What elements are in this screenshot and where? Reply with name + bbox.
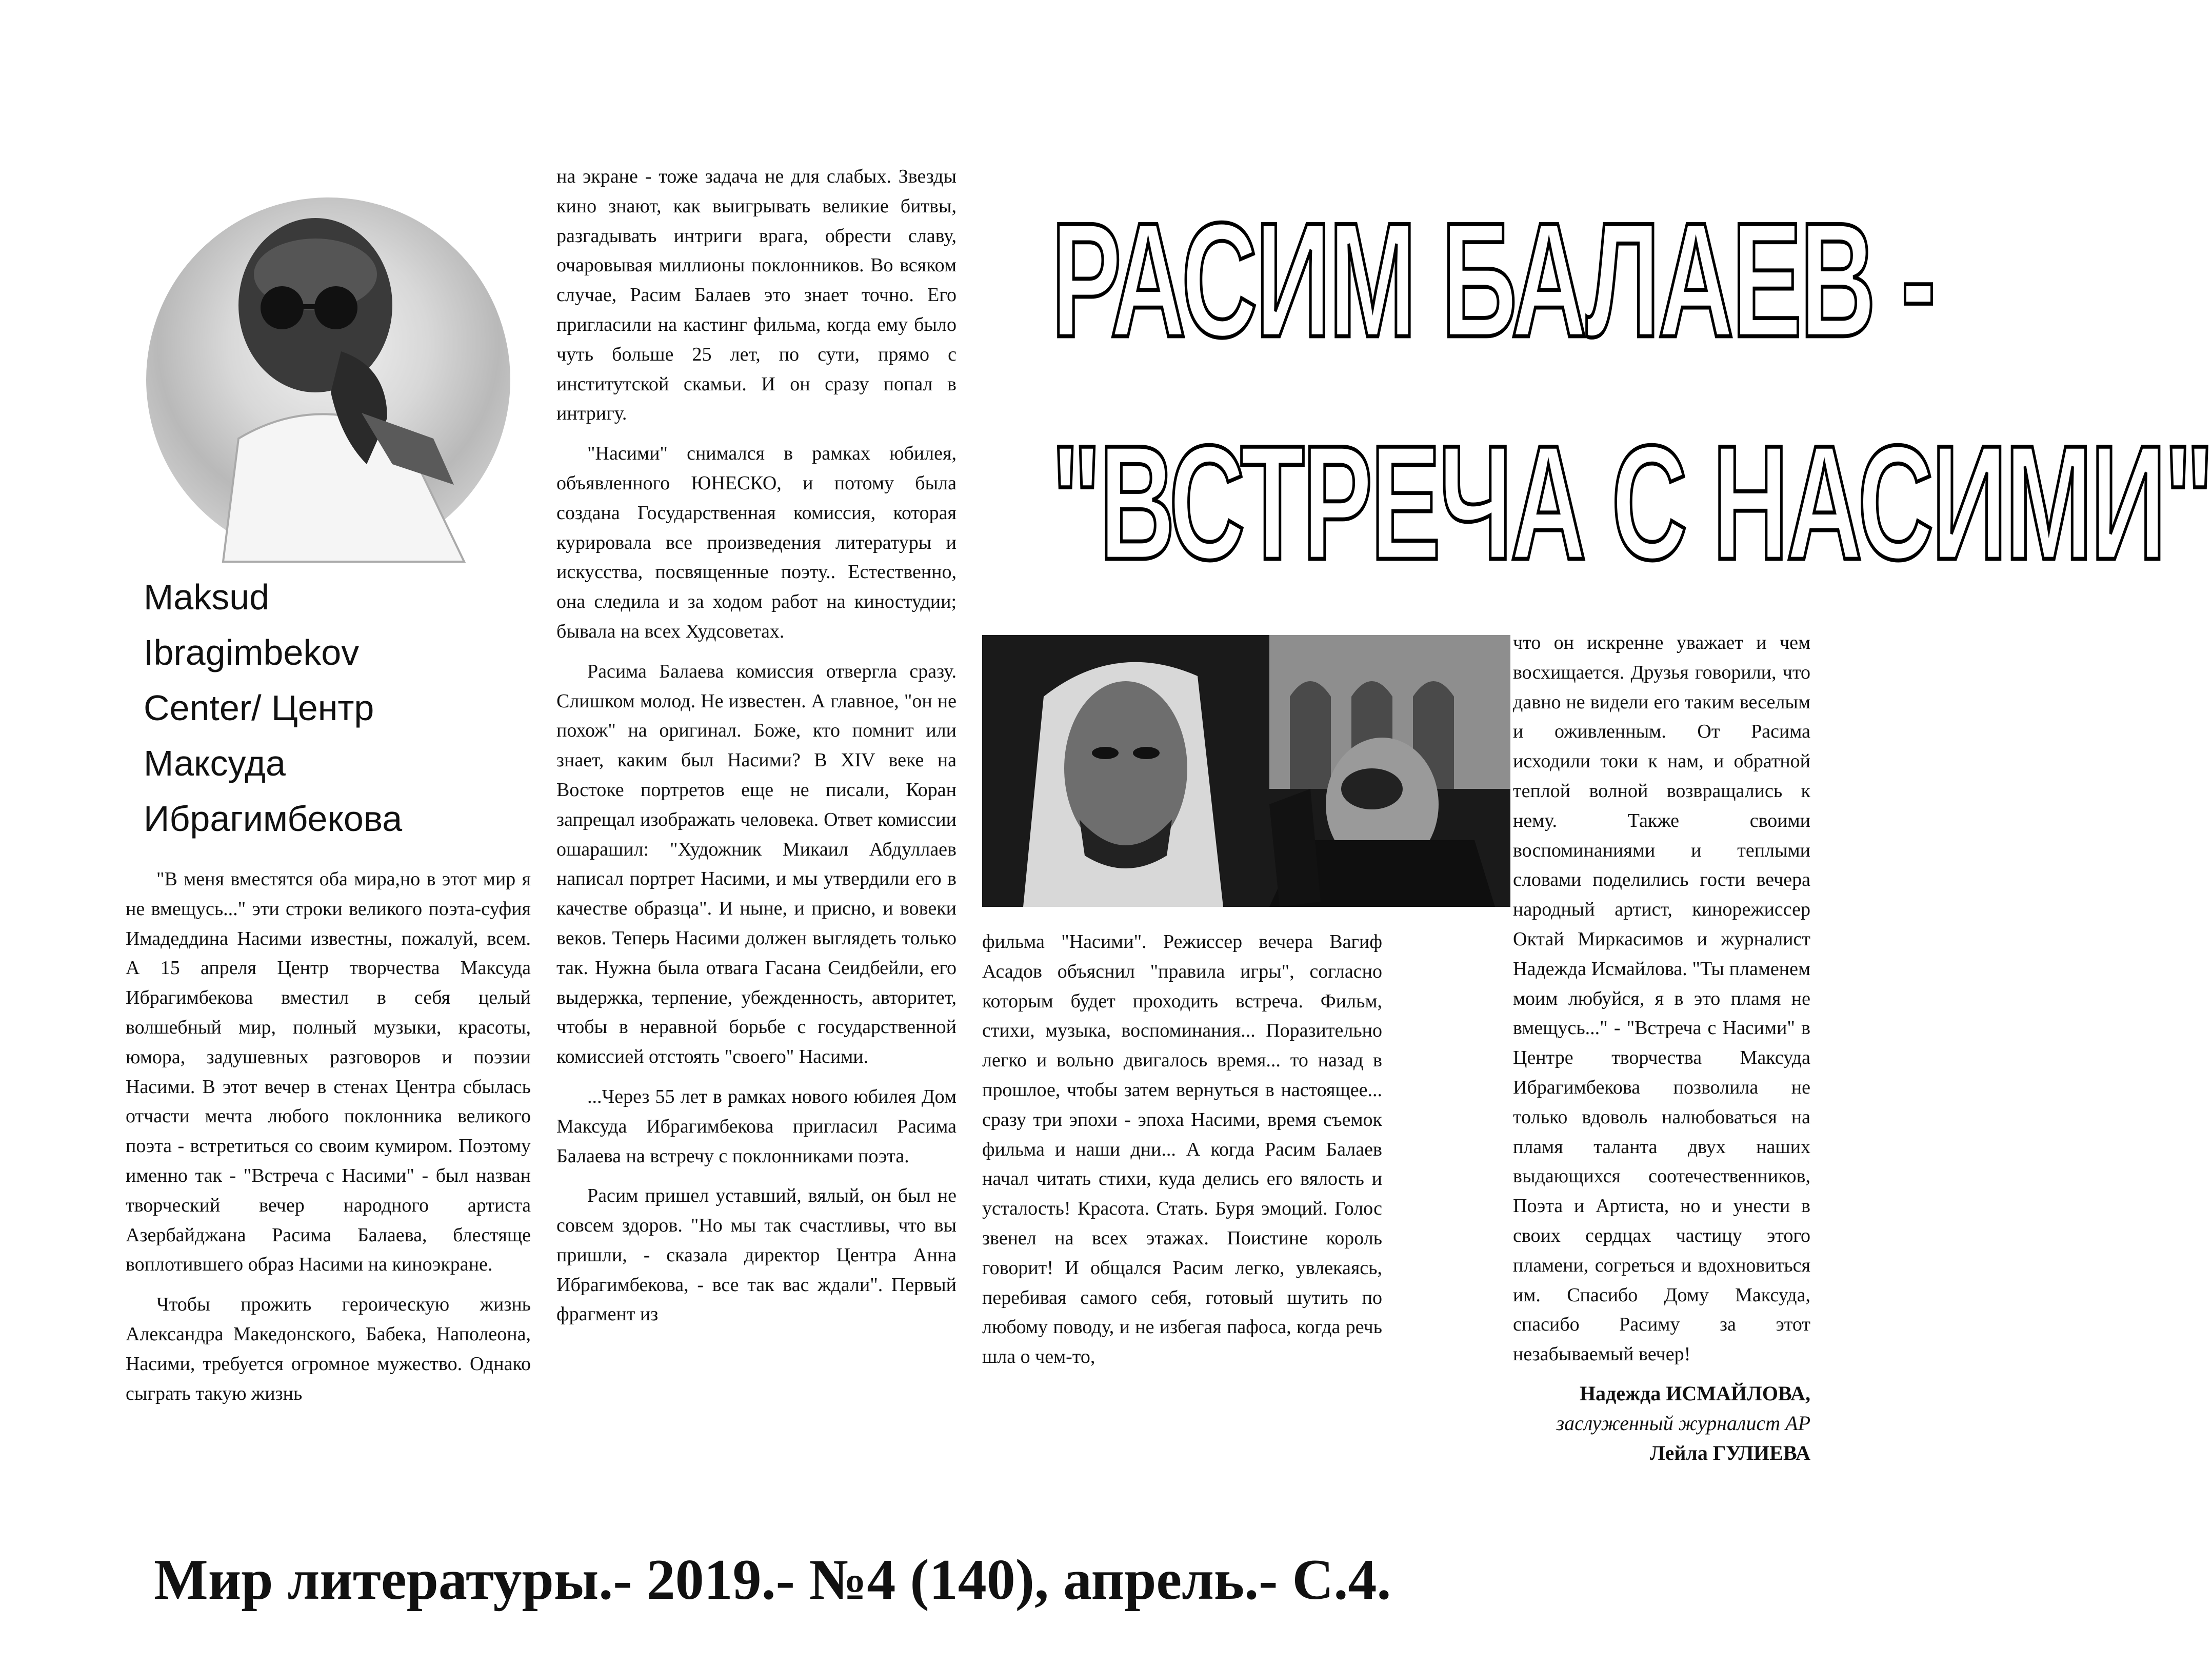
paragraph: Расима Балаева комиссия отвергла сразу. Слишком молод. Не известен. А главное, "он не похож" на оригинал. Боже, кто помнит или знает, каким был Насими? В XIV веке на Востоке портретов еще не писали, Коран запрещал изображать человека. Ответ комиссии ошарашил: "Художник Микаил Абдуллаев написал портрет Насими, и мы утвердили его в качестве образца". И ныне, и присно, и вовеки веков. Теперь Насими должен выглядеть только так. Нужна была отвага Гасана Сеидбейли, его выдержка, терпение, убежденность, авторитет, чтобы в неравной борьбе с государственной комиссией отстоять "своего" Насими. (556, 660, 956, 1068)
organization-name (144, 569, 564, 846)
source-citation: Мир литературы.- 2019.- №4 (140), апрель.- С.4. (154, 1548, 1391, 1612)
org-name-line: Ibragimbekov (144, 632, 360, 672)
paragraph: на экране - тоже задача не для слабых. Звезды кино знают, как выигрывать великие битвы, разгадывать интриги врага, обрести славу, очаровывая миллионы поклонников. Во всяком случае, Расим Балаев это знает точно. Его пригласили на кастинг фильма, когда ему было чуть больше 25 лет, по сути, прямо с институтской скамьи. И он сразу попал в интригу. (556, 166, 956, 425)
paragraph: Чтобы прожить героическую жизнь Александра Македонского, Бабека, Наполеона, Насими, требуется огромное мужество. Однако сыграть такую жизнь (126, 1294, 531, 1404)
org-name-line: Максуда (144, 743, 286, 783)
paragraph: Расим пришел уставший, вялый, он был не совсем здоров. "Но мы так счастливы, что вы пришли, - сказала директор Центра Анна Ибрагимбекова, - все так вас ждали". Первый фрагмент из (556, 1185, 956, 1325)
article-column-4 (1513, 628, 1810, 1370)
author-name: Лейла ГУЛИЕВА (1650, 1441, 1810, 1464)
org-name-line: Center/ Центр (144, 688, 374, 728)
article-column-3 (982, 927, 1382, 1372)
paragraph: ...Через 55 лет в рамках нового юбилея Дом Максуда Ибрагимбекова пригласил Расима Балаева на встречу с поклонниками поэта. (556, 1085, 956, 1167)
film-still-photo (982, 635, 1510, 907)
headline-line-2: "ВСТРЕЧА С НАСИМИ" (1051, 411, 2212, 594)
portrait-illustration (146, 197, 510, 562)
paragraph: "В меня вместятся оба мира,но в этот мир я не вмещусь..." эти строки великого поэта-суфия Имадеддина Насими известны, пожалуй, всем. А 15 апреля Центр творчества Максуда Ибрагимбекова вместил в себя целый волшебный мир, полный музыки, красоты, юмора, задушевных разговоров и поэзии Насими. В этот вечер в стенах Центра сбылась отчасти мечта любого поклонника великого поэта - встретиться со своим кумиром. Поэтому именно так - "Встреча с Насими" - был назван творческий вечер народного артиста Азербайджана Расима Балаева, блестяще воплотившего образ Насими на киноэкране. (126, 868, 531, 1276)
headline-line-1: РАСИМ БАЛАЕВ - (1051, 189, 1934, 371)
org-name-line: Ибрагимбекова (144, 799, 403, 839)
paragraph: фильма "Насими". Режиссер вечера Вагиф Асадов объяснил "правила игры", согласно которым будет проходить встреча. Фильм, стихи, музыка, воспоминания... Поразительно легко и вольно двигалось время... то назад в прошлое, чтобы затем вернуться в настоящее... сразу три эпохи - эпоха Насими, время съемок фильма и наши дни... А когда Расим Балаев начал читать стихи, куда делись его вялость и усталость! Красота. Стать. Буря эмоций. Голос звенел на всех этажах. Поистине король говорит! И общался Расим легко, увлекаясь, перебивая самого себя, готовый шутить по любому поводу, и не избегая пафоса, когда речь шла о чем-то, (982, 931, 1382, 1368)
article-column-2 (556, 162, 956, 1330)
article-headline (1051, 169, 2212, 614)
author-name: Надежда ИСМАЙЛОВА, (1579, 1382, 1810, 1405)
article-column-1 (126, 865, 531, 1409)
paragraph: что он искренне уважает и чем восхищается. Друзья говорили, что давно не видели его таким веселым и оживленным. От Расима исходили токи к нам, и обратной теплой волной возвращались к нему. Также своими воспоминаниями и теплыми словами поделились гости вечера народный артист, кинорежиссер Октай Миркасимов и журналист Надежда Исмайлова. "Ты пламенем моим любуйся, я в это пламя не вмещусь..." - "Встреча с Насими" в Центре творчества Максуда Ибрагимбекова позволила не только вдоволь налюбоваться на пламя таланта двух наших выдающихся соотечественников, Поэта и Артиста, но и унести в своих сердцах частицу этого пламени, согреться и вдохновиться им. Спасибо Дому Максуда, спасибо Расиму за этот незабываемый вечер! (1513, 632, 1810, 1365)
portrait-photo (146, 197, 510, 562)
film-still-illustration (982, 635, 1510, 907)
org-name-line: Maksud (144, 577, 270, 617)
paragraph: "Насими" снимался в рамках юбилея, объявленного ЮНЕСКО, и потому была создана Государственная комиссия, которая курировала все произведения литературы и искусства, посвященные поэту.. Естественно, она следила и за ходом работ на киностудии; бывала на всех Худсоветах. (556, 443, 956, 642)
author-title: заслуженный журналист АР (1556, 1412, 1810, 1435)
byline (1385, 1379, 1810, 1468)
